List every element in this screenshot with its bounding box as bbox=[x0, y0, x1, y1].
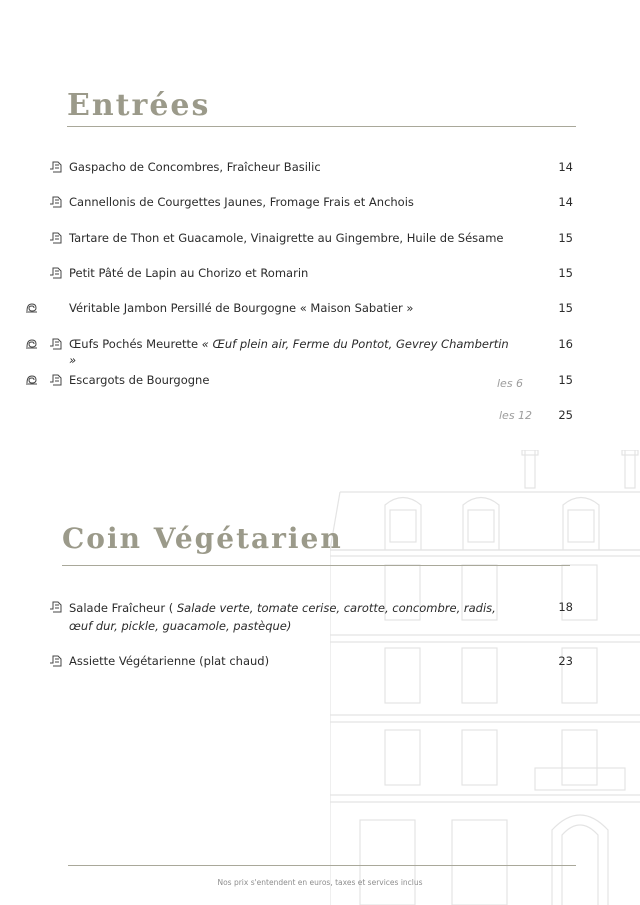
item-title: Salade Fraîcheur ( bbox=[69, 601, 174, 615]
item-name: Gaspacho de Concombres, Fraîcheur Basilic bbox=[69, 160, 321, 174]
item-name: Véritable Jambon Persillé de Bourgogne « Maison Sabatier » bbox=[69, 301, 414, 315]
regional-icon bbox=[25, 301, 38, 314]
item-price: 18 bbox=[558, 600, 573, 614]
vegetarien-rule bbox=[62, 565, 570, 566]
building-illustration bbox=[330, 450, 640, 905]
item-price: 14 bbox=[558, 195, 573, 209]
item-title: Œufs Pochés Meurette bbox=[69, 337, 199, 351]
dish-icon bbox=[49, 266, 62, 279]
item-price: 15 bbox=[558, 301, 573, 315]
footer-note: Nos prix s'entendent en euros, taxes et services inclus bbox=[217, 878, 423, 887]
item-detail: Salade verte, tomate cerise, carotte, concombre, radis, bbox=[176, 601, 496, 615]
entrees-title: Entrées bbox=[67, 88, 211, 123]
dish-icon bbox=[49, 373, 62, 386]
item-quantity: les 6 bbox=[497, 377, 524, 390]
item-price: 16 bbox=[558, 337, 573, 351]
item-price: 15 bbox=[558, 231, 573, 245]
dish-icon bbox=[49, 195, 62, 208]
dish-icon bbox=[49, 160, 62, 173]
item-name: Petit Pâté de Lapin au Chorizo et Romarin bbox=[69, 266, 309, 280]
dish-icon bbox=[49, 337, 62, 350]
item-detail: « Œuf plein air, Ferme du Pontot, Gevrey Chambertin » bbox=[69, 337, 509, 367]
item-price: 23 bbox=[558, 654, 573, 668]
regional-icon bbox=[25, 337, 38, 350]
dish-icon bbox=[49, 654, 62, 667]
item-detail-continued: œuf dur, pickle, guacamole, pastèque) bbox=[69, 619, 292, 633]
regional-icon bbox=[25, 373, 38, 386]
entrees-rule bbox=[67, 126, 576, 127]
item-price: 25 bbox=[558, 408, 573, 422]
item-quantity: les 12 bbox=[499, 409, 533, 422]
dish-icon bbox=[49, 231, 62, 244]
item-price: 14 bbox=[558, 160, 573, 174]
item-name: Cannellonis de Courgettes Jaunes, Fromage Frais et Anchois bbox=[69, 195, 414, 209]
item-name bbox=[69, 599, 509, 635]
dish-icon bbox=[49, 600, 62, 613]
item-price: 15 bbox=[558, 266, 573, 280]
item-name: Tartare de Thon et Guacamole, Vinaigrette au Gingembre, Huile de Sésame bbox=[69, 231, 504, 245]
item-name bbox=[69, 336, 509, 368]
footer-rule bbox=[68, 865, 576, 866]
item-name: Assiette Végétarienne (plat chaud) bbox=[69, 654, 270, 668]
vegetarien-title: Coin Végétarien bbox=[62, 522, 343, 555]
item-price: 15 bbox=[558, 373, 573, 387]
item-name: Escargots de Bourgogne bbox=[69, 373, 210, 387]
